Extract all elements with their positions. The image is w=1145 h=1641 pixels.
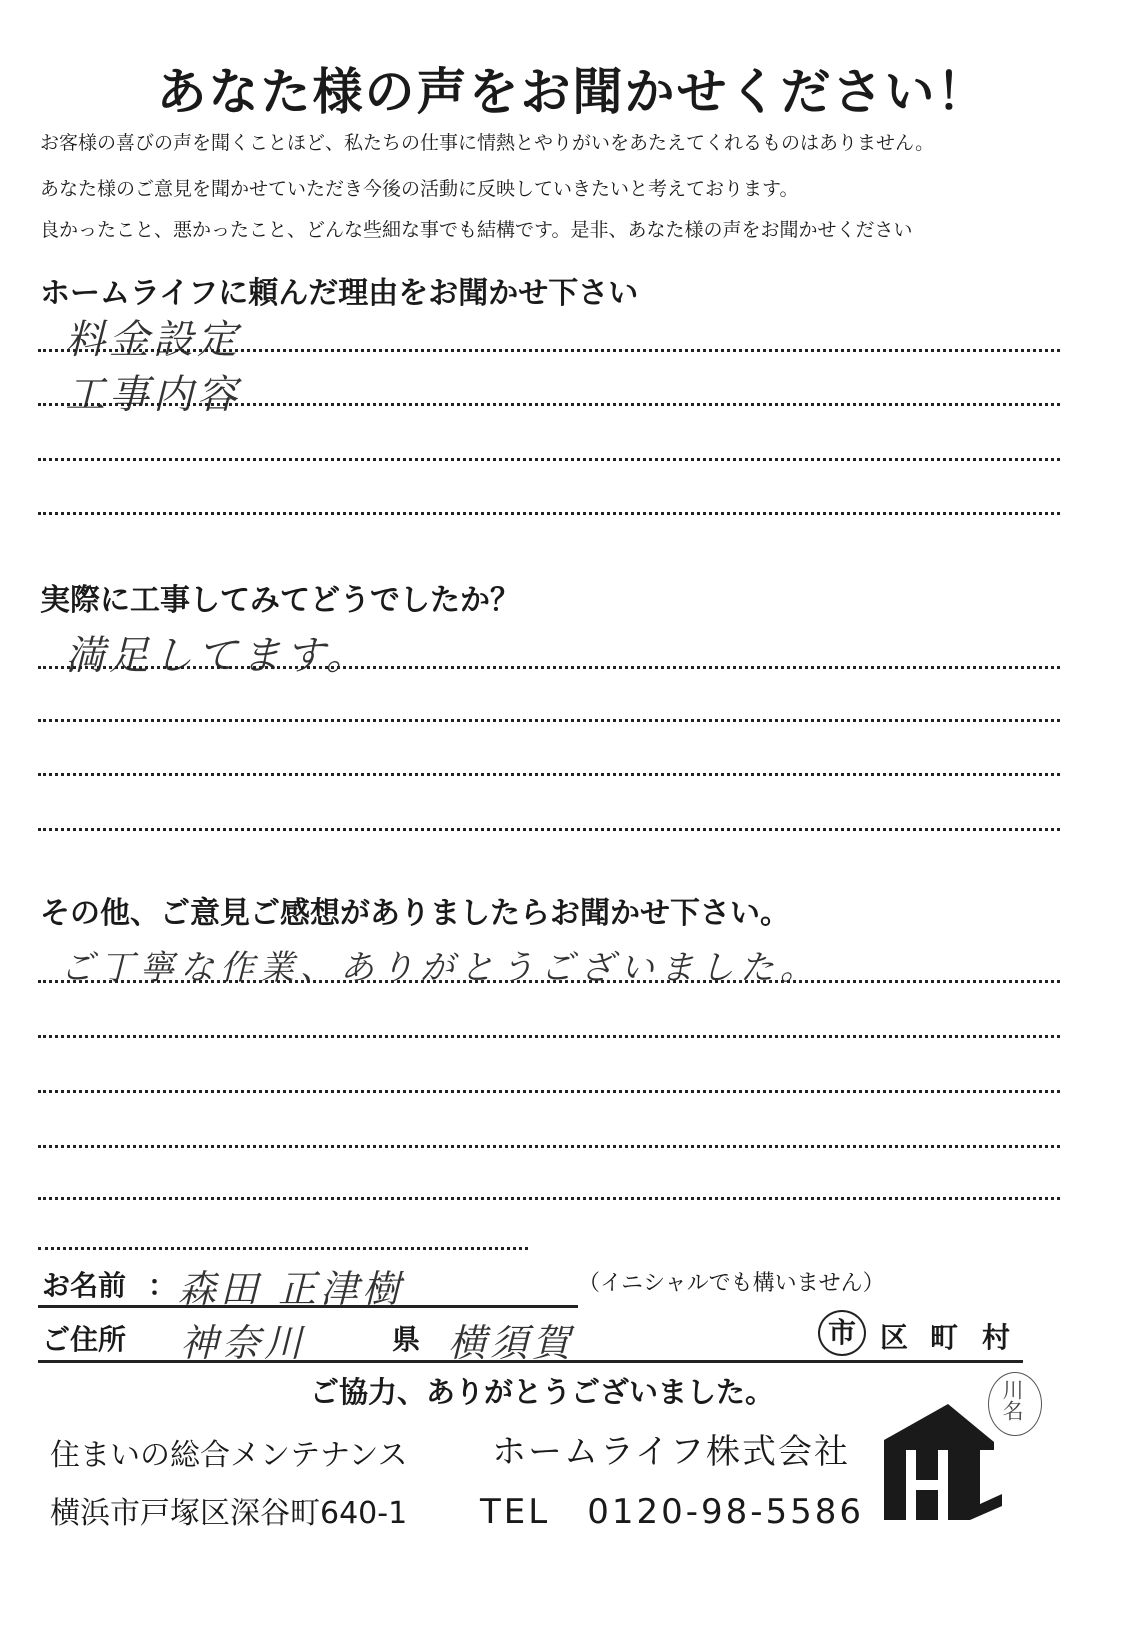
question-3-answer-1: ご丁寧な作業、ありがとうございました。 bbox=[60, 948, 820, 988]
company-address: 横浜市戸塚区深谷町640-1 bbox=[50, 1496, 408, 1531]
house-logo-icon bbox=[884, 1402, 1004, 1522]
question-1-answer-2: 工事内容 bbox=[65, 372, 241, 418]
name-label: お名前 bbox=[42, 1269, 127, 1302]
answer-line bbox=[38, 1145, 1060, 1148]
answer-line bbox=[38, 773, 1060, 776]
stamp-text: 川名 bbox=[1000, 1379, 1024, 1421]
question-2-heading: 実際に工事してみてどうでしたか？ bbox=[40, 583, 520, 618]
intro-line-2: あなた様のご意見を聞かせていただき今後の活動に反映していきたいと考えております。 bbox=[40, 178, 799, 200]
ward-unit: 区 bbox=[880, 1321, 909, 1354]
thanks-message: ご協力、ありがとうございました。 bbox=[310, 1375, 775, 1409]
page-title: あなた様の声をお聞かせください！ bbox=[156, 63, 989, 121]
answer-line bbox=[38, 512, 1060, 515]
answer-line bbox=[38, 719, 1060, 722]
city-unit-selected: 市 bbox=[818, 1310, 866, 1356]
answer-line bbox=[38, 980, 1060, 983]
company-name: ホームライフ株式会社 bbox=[492, 1432, 850, 1472]
question-2-answer-1: 満足してます。 bbox=[65, 633, 370, 679]
answer-line bbox=[38, 349, 1060, 352]
question-3-heading: その他、ご意見ご感想がありましたらお聞かせ下さい。 bbox=[40, 896, 790, 931]
company-phone: TEL 0120-98-5586 bbox=[480, 1492, 865, 1532]
address-label: ご住所 bbox=[42, 1323, 127, 1356]
answer-line bbox=[38, 1035, 1060, 1038]
address-prefecture: 神奈川 bbox=[180, 1321, 307, 1365]
intro-line-1: お客様の喜びの声を聞くことほど、私たちの仕事に情熱とやりがいをあたえてくれるものはありません。 bbox=[40, 132, 935, 154]
name-value: 森田 正津樹 bbox=[178, 1267, 405, 1311]
company-logo bbox=[884, 1402, 1004, 1522]
address-underline bbox=[38, 1360, 1023, 1363]
answer-line bbox=[38, 828, 1060, 831]
answer-line bbox=[38, 458, 1060, 461]
intro-line-3: 良かったこと、悪かったこと、どんな些細な事でも結構です。是非、あなた様の声をお聞かせください bbox=[40, 219, 913, 241]
address-ken: 県 bbox=[392, 1323, 421, 1356]
name-colon: ： bbox=[148, 1269, 177, 1302]
village-unit: 村 bbox=[982, 1321, 1011, 1354]
footer-tagline: 住まいの総合メンテナンス bbox=[50, 1438, 408, 1473]
answer-line bbox=[38, 666, 1060, 669]
answer-line bbox=[38, 403, 1060, 406]
question-1-heading: ホームライフに頼んだ理由をお聞かせ下さい bbox=[40, 276, 639, 311]
answer-line bbox=[38, 1247, 528, 1250]
answer-line bbox=[38, 1197, 1060, 1200]
question-1-answer-1: 料金設定 bbox=[65, 317, 241, 363]
address-city: 横須賀 bbox=[448, 1321, 575, 1365]
town-unit: 町 bbox=[930, 1321, 959, 1354]
name-underline bbox=[38, 1305, 578, 1308]
initial-note: （イニシャルでも構いません） bbox=[578, 1271, 885, 1296]
answer-line bbox=[38, 1090, 1060, 1093]
